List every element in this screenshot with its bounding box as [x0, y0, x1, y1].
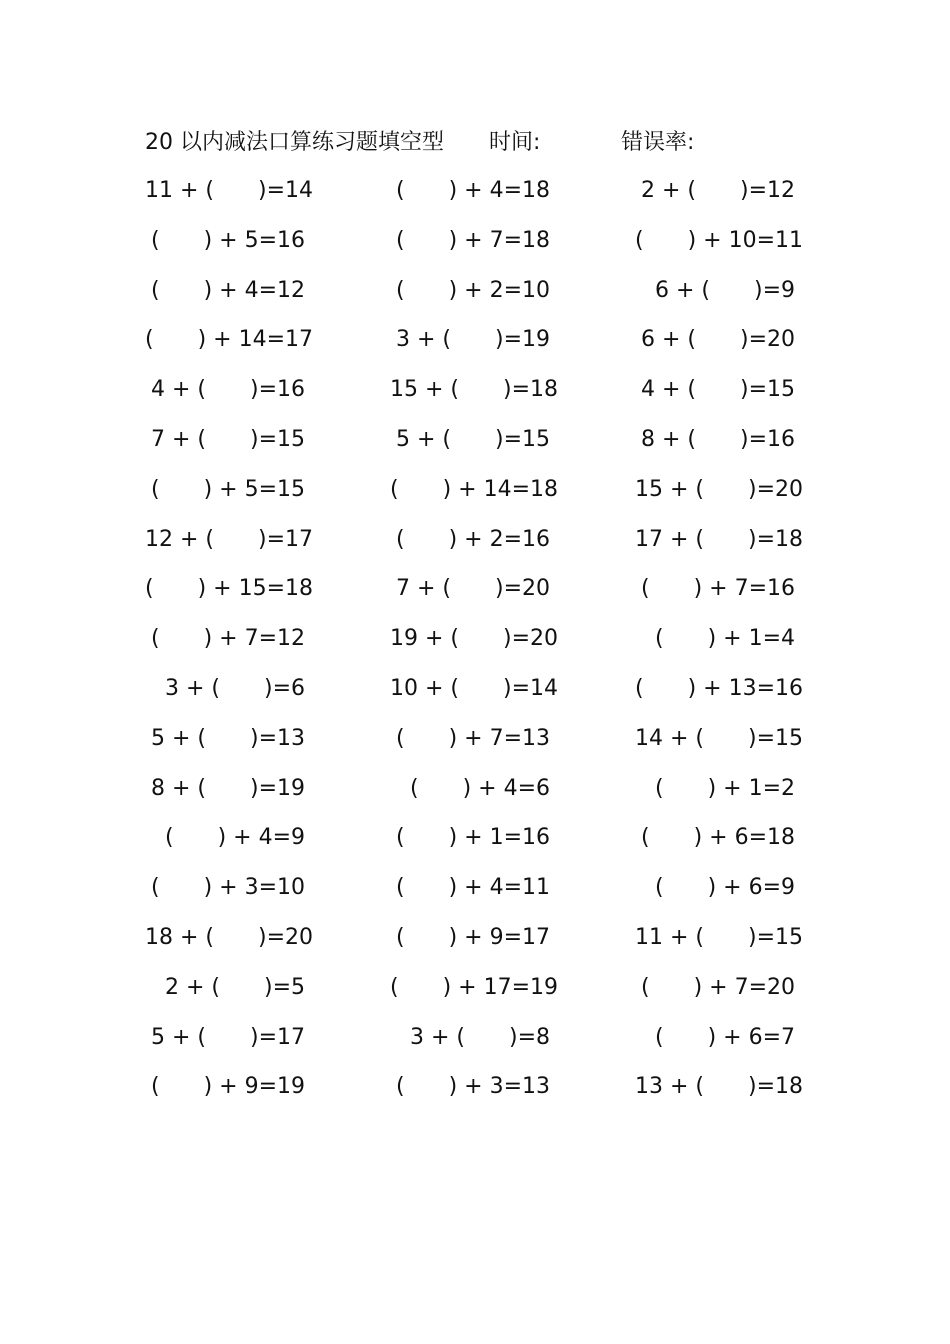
problem-text: 8 + ( )=19: [150, 775, 305, 801]
problem-cell: [305, 323, 550, 373]
problem-cell: [145, 174, 314, 224]
problem-text: ( ) + 4=6: [409, 775, 550, 801]
problem-grid: [145, 174, 805, 1120]
problem-cell: [145, 373, 305, 423]
problem-text: 14 + ( )=15: [635, 725, 804, 751]
problem-cell: [305, 871, 550, 921]
problem-cell: [145, 971, 305, 1021]
problem-text: 6 + ( )=9: [654, 277, 795, 303]
problem-text: 5 + ( )=15: [395, 426, 550, 452]
problem-text: 12 + ( )=17: [145, 526, 314, 552]
problem-cell: [305, 971, 559, 1021]
problem-cell: [550, 871, 795, 921]
problem-text: ( ) + 7=16: [640, 576, 795, 602]
problem-cell: [145, 672, 305, 722]
problem-cell: [550, 772, 795, 822]
problem-text: ( ) + 3=13: [395, 1074, 550, 1100]
problem-text: ( ) + 1=16: [395, 825, 550, 851]
problem-cell: [305, 174, 550, 224]
problem-text: ( ) + 4=12: [150, 277, 305, 303]
problem-text: 13 + ( )=18: [635, 1074, 804, 1100]
problem-text: ( ) + 7=12: [150, 626, 305, 652]
problem-text: 18 + ( )=20: [145, 924, 314, 950]
problem-text: 3 + ( )=8: [409, 1024, 550, 1050]
problem-text: 7 + ( )=20: [395, 576, 550, 602]
problem-text: 7 + ( )=15: [150, 426, 305, 452]
problem-cell: [305, 921, 550, 971]
problem-text: ( ) + 15=18: [145, 576, 314, 602]
problem-text: 15 + ( )=20: [635, 476, 804, 502]
problem-text: ( ) + 6=7: [654, 1024, 795, 1050]
problem-text: ( ) + 7=18: [395, 227, 550, 253]
problem-cell: [305, 722, 550, 772]
problem-cell: [550, 821, 795, 871]
problem-text: 4 + ( )=16: [150, 377, 305, 403]
problem-text: ( ) + 1=2: [654, 775, 795, 801]
problem-cell: [145, 871, 305, 921]
problem-cell: [305, 1070, 550, 1120]
problem-text: 17 + ( )=18: [635, 526, 804, 552]
problem-cell: [145, 274, 305, 324]
problem-cell: [305, 224, 550, 274]
problem-text: ( ) + 1=4: [654, 626, 795, 652]
problem-cell: [145, 622, 305, 672]
problem-text: ( ) + 17=19: [390, 974, 559, 1000]
problem-text: ( ) + 7=13: [395, 725, 550, 751]
problem-text: 4 + ( )=15: [640, 377, 795, 403]
problem-cell: [305, 473, 559, 523]
problem-text: ( ) + 4=18: [395, 178, 550, 203]
problem-cell: [305, 672, 559, 722]
problem-text: 5 + ( )=13: [150, 725, 305, 751]
problem-cell: [305, 572, 550, 622]
problem-cell: [550, 373, 795, 423]
problem-cell: [550, 523, 804, 573]
problem-cell: [305, 622, 559, 672]
problem-cell: [550, 174, 795, 224]
problem-text: ( ) + 10=11: [635, 227, 804, 253]
worksheet-title: 20 以内减法口算练习题填空型: [145, 130, 444, 155]
time-label: 时间:: [489, 130, 541, 155]
problem-cell: [305, 523, 550, 573]
problem-text: 5 + ( )=17: [150, 1024, 305, 1050]
problem-cell: [305, 274, 550, 324]
problem-cell: [550, 572, 795, 622]
worksheet-header: [145, 126, 825, 160]
problem-text: ( ) + 2=10: [395, 277, 550, 303]
problem-text: 8 + ( )=16: [640, 426, 795, 452]
problem-text: 11 + ( )=15: [635, 924, 804, 950]
problem-text: ( ) + 5=15: [150, 476, 305, 502]
problem-cell: [550, 473, 804, 523]
problem-text: ( ) + 4=11: [395, 875, 550, 901]
problem-cell: [550, 971, 795, 1021]
problem-cell: [550, 1021, 795, 1071]
problem-cell: [305, 821, 550, 871]
problem-text: 3 + ( )=19: [395, 327, 550, 353]
problem-cell: [550, 672, 804, 722]
problem-text: ( ) + 4=9: [164, 825, 305, 851]
problem-text: ( ) + 9=17: [395, 924, 550, 950]
problem-text: 11 + ( )=14: [145, 178, 314, 203]
problem-text: ( ) + 14=18: [390, 476, 559, 502]
problem-cell: [305, 1021, 550, 1071]
problem-cell: [145, 1070, 305, 1120]
problem-cell: [145, 224, 305, 274]
problem-text: ( ) + 7=20: [640, 974, 795, 1000]
problem-cell: [550, 423, 795, 473]
problem-cell: [145, 772, 305, 822]
problem-text: 2 + ( )=5: [164, 974, 305, 1000]
problem-cell: [550, 1070, 804, 1120]
problem-text: ( ) + 6=18: [640, 825, 795, 851]
problem-text: 3 + ( )=6: [164, 675, 305, 701]
problem-cell: [145, 722, 305, 772]
problem-text: 6 + ( )=20: [640, 327, 795, 353]
problem-cell: [145, 821, 305, 871]
problem-cell: [550, 323, 795, 373]
problem-cell: [145, 921, 314, 971]
problem-text: ( ) + 14=17: [145, 327, 314, 353]
problem-text: ( ) + 5=16: [150, 227, 305, 253]
problem-text: ( ) + 6=9: [654, 875, 795, 901]
problem-cell: [145, 1021, 305, 1071]
problem-cell: [305, 772, 550, 822]
problem-text: ( ) + 13=16: [635, 675, 804, 701]
problem-cell: [305, 373, 559, 423]
problem-text: 2 + ( )=12: [640, 178, 795, 203]
error-rate-label: 错误率:: [621, 130, 695, 155]
problem-text: ( ) + 2=16: [395, 526, 550, 552]
problem-cell: [550, 224, 804, 274]
problem-cell: [550, 722, 804, 772]
problem-cell: [145, 523, 314, 573]
problem-cell: [145, 423, 305, 473]
problem-cell: [145, 323, 314, 373]
problem-cell: [145, 572, 314, 622]
problem-cell: [550, 622, 795, 672]
problem-cell: [145, 473, 305, 523]
problem-text: 15 + ( )=18: [390, 377, 559, 403]
problem-text: ( ) + 9=19: [150, 1074, 305, 1100]
problem-cell: [550, 921, 804, 971]
problem-cell: [550, 274, 795, 324]
problem-text: 19 + ( )=20: [390, 626, 559, 652]
problem-cell: [305, 423, 550, 473]
problem-text: ( ) + 3=10: [150, 875, 305, 901]
problem-text: 10 + ( )=14: [390, 675, 559, 701]
